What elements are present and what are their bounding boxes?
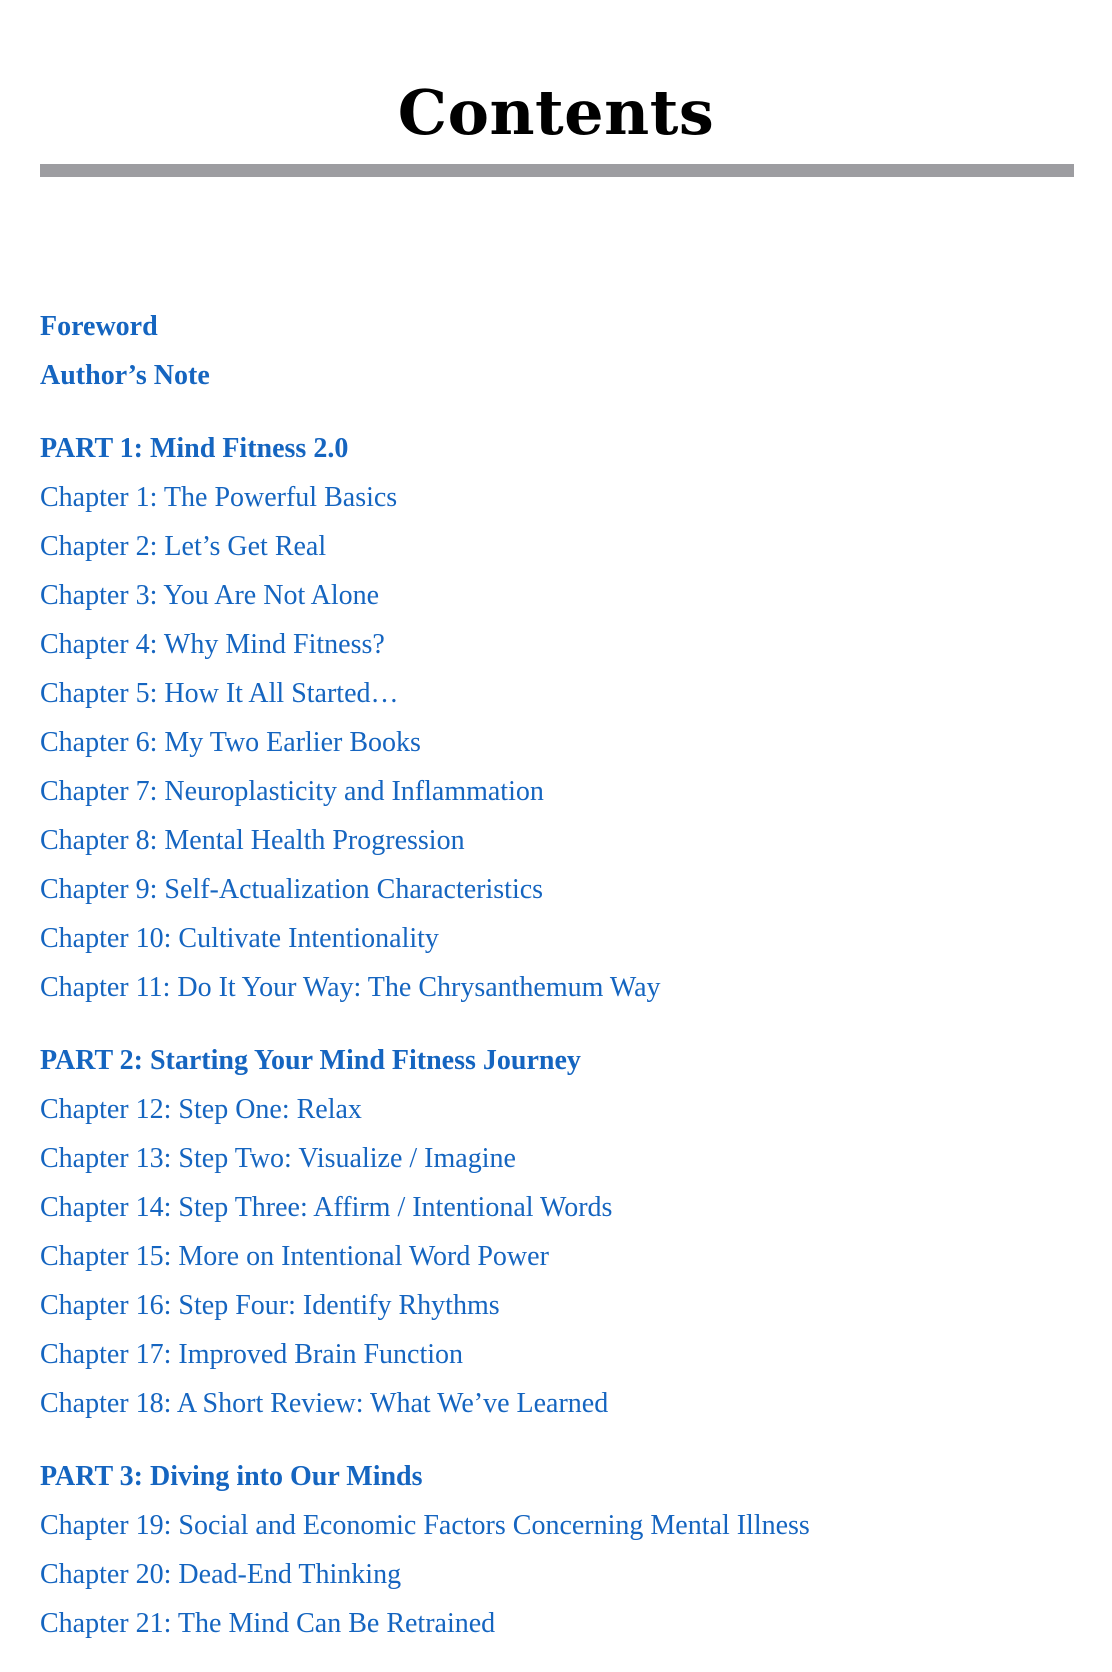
- chapter-link[interactable]: Chapter 1: The Powerful Basics: [40, 482, 398, 513]
- part-heading-link[interactable]: PART 2: Starting Your Mind Fitness Journey: [40, 1045, 581, 1076]
- part-2-section: [40, 1036, 1080, 1428]
- part-1-section: [40, 424, 1080, 1012]
- table-of-contents: [40, 302, 1080, 1672]
- part-heading-link[interactable]: PART 1: Mind Fitness 2.0: [40, 433, 349, 464]
- chapter-link[interactable]: Chapter 21: The Mind Can Be Retrained: [40, 1608, 496, 1639]
- chapter-link[interactable]: Chapter 13: Step Two: Visualize / Imagine: [40, 1143, 516, 1174]
- chapter-link[interactable]: Chapter 15: More on Intentional Word Power: [40, 1241, 549, 1272]
- page-title: Contents: [397, 76, 715, 149]
- part-heading-link[interactable]: PART 3: Diving into Our Minds: [40, 1461, 423, 1492]
- chapter-link[interactable]: Chapter 18: A Short Review: What We’ve Learned: [40, 1388, 609, 1419]
- toc-link-authors-note[interactable]: Author’s Note: [40, 360, 210, 391]
- toc-link-foreword[interactable]: Foreword: [40, 311, 158, 342]
- chapter-link[interactable]: Chapter 16: Step Four: Identify Rhythms: [40, 1290, 500, 1321]
- chapter-link[interactable]: Chapter 9: Self-Actualization Characteristics: [40, 874, 544, 905]
- chapter-link[interactable]: Chapter 2: Let’s Get Real: [40, 531, 327, 562]
- title-divider: [40, 164, 1074, 177]
- front-matter-section: [40, 302, 1080, 400]
- chapter-link[interactable]: Chapter 6: My Two Earlier Books: [40, 727, 421, 758]
- chapter-link[interactable]: Chapter 3: You Are Not Alone: [40, 580, 380, 611]
- chapter-link[interactable]: Chapter 19: Social and Economic Factors Concerning Mental Illness: [40, 1510, 810, 1541]
- part-3-section: [40, 1452, 1080, 1648]
- chapter-link[interactable]: Chapter 5: How It All Started…: [40, 678, 399, 709]
- chapter-link[interactable]: Chapter 4: Why Mind Fitness?: [40, 629, 385, 660]
- chapter-link[interactable]: Chapter 8: Mental Health Progression: [40, 825, 465, 856]
- chapter-link[interactable]: Chapter 17: Improved Brain Function: [40, 1339, 464, 1370]
- chapter-link[interactable]: Chapter 7: Neuroplasticity and Inflammation: [40, 776, 544, 807]
- chapter-link[interactable]: Chapter 10: Cultivate Intentionality: [40, 923, 439, 954]
- chapter-link[interactable]: Chapter 14: Step Three: Affirm / Intentional Words: [40, 1192, 613, 1223]
- chapter-link[interactable]: Chapter 11: Do It Your Way: The Chrysanthemum Way: [40, 972, 661, 1003]
- chapter-link[interactable]: Chapter 12: Step One: Relax: [40, 1094, 362, 1125]
- chapter-link[interactable]: Chapter 20: Dead-End Thinking: [40, 1559, 402, 1590]
